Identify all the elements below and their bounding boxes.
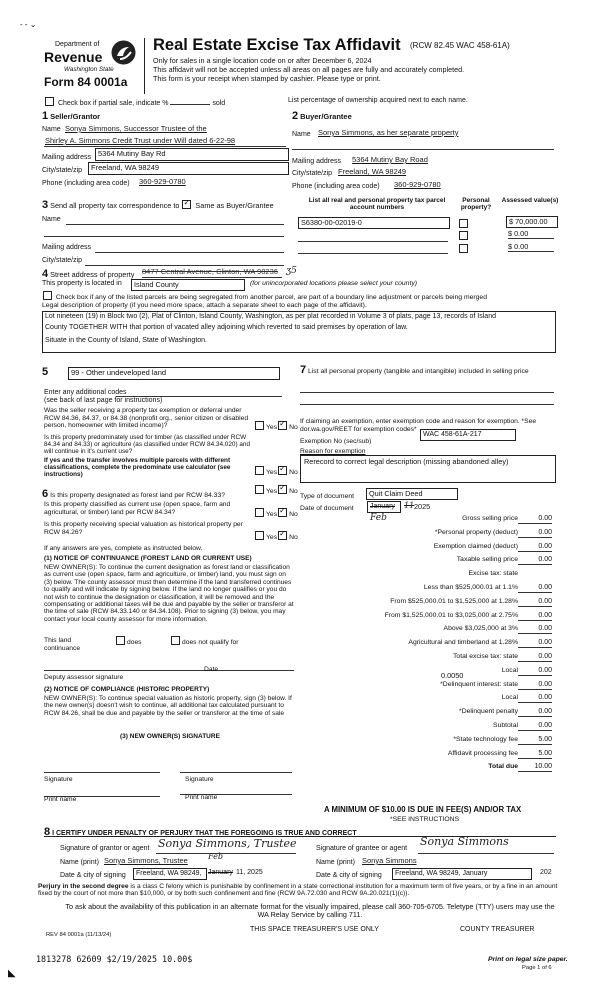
treasurer-use: THIS SPACE TREASURER'S USE ONLY [250,926,379,933]
grantee-name-field[interactable]: Sonya Simmons [362,856,417,865]
codes-note: (see back of last page for instructions) [44,397,163,404]
calc-amount[interactable]: 0.00 [518,708,552,717]
ownership-note: List percentage of ownership acquired next to each name. [288,97,468,104]
buyer-city-field[interactable]: Freeland, WA 98249 [338,167,407,176]
county-note: (for unincorporated locations please select your county) [250,280,417,287]
calc-amount[interactable]: 0.00 [518,612,552,621]
corr-city-field[interactable] [85,265,284,266]
header-divider [144,38,145,94]
calc-label: Above $3,025,000 at 3% [443,625,518,632]
grantor-sig-line [156,853,296,854]
personal-property-line-2[interactable] [300,404,554,405]
calc-label: Less than $525,000.01 at 1.1% [423,584,518,591]
perjury-note: Perjury in the second degree is a class C felony which is punishable by confinement in a state correctional institution for a maximum term of five years, or by a fine in an amount fixed by the court of not more than $10,000, or by both such confinement and fine (RCW 9A.72.030 and RCW 9A.20.021(1)(c)). [38,883,558,898]
seller-name-underline [44,146,286,147]
parcel-field-3[interactable] [298,253,448,254]
does-not-option: does not qualify for [170,636,239,647]
form-rcw: (RCW 82.45 WAC 458-61A) [410,41,510,50]
calc-label: Subtotal [493,722,518,729]
county-select[interactable]: Island County [131,279,245,291]
header-note-3: This form is your receipt when stamped by cashier. Please type or print. [153,74,381,83]
seller-mailing-label: Mailing address [42,154,92,161]
codes-label: Enter any additional codes [44,389,127,396]
doc-date-feb: Feb [370,513,387,523]
buyer-phone-label: Phone (including area code) [292,183,380,190]
calc-label: Taxable selling price [456,556,518,563]
calc-label: Gross selling price [462,515,518,522]
grantee-sig-line [418,853,554,854]
does-option: does [115,636,142,647]
grantee-date-city[interactable]: Freeland, WA 98249, January [392,868,532,880]
section-6-q3: Is this property receiving special valuation as historical property per RCW 84.26? [44,521,243,536]
corr-city-label: City/state/zip [42,257,83,264]
assessed-value-1[interactable]: $ 70,000.00 [506,216,558,228]
grantee-name-label: Name (print) [316,859,355,866]
seller-name-label: Name [42,126,61,133]
seller-mailing-field[interactable]: 5364 Mutiny Bay Rd [95,148,289,161]
assessed-value-2[interactable]: $ 0.00 [508,230,554,239]
continuance-label: continuance [44,645,81,652]
section-6-q2: Is this property classified as current use (open space, farm and agricultural, or timber) land per RCW 84.34? [44,501,231,516]
exemption-no-label: Exemption No (sec/sub) [300,438,372,445]
partial-sale-checkbox[interactable] [45,97,54,106]
personal-checkbox-3[interactable] [458,244,470,255]
calc-label: *Delinquent penalty [459,708,518,715]
accessibility-note: To ask about the availability of this publication in an alternate format for the visually impaired, please call 360-705-6705. Teletype (TTY) users may use the WA Relay Service by calling 711. [65,902,555,919]
corner-arrow-icon: ◣ [8,968,16,979]
street-underline [142,277,282,278]
buyer-city-label: City/state/zip [292,170,333,177]
form-number: Form 84 0001a [44,75,128,89]
partial-sale-label: Check box if partial sale, indicate % [57,100,169,107]
seller-exemption-question: Was the seller receiving a property tax exemption or deferral under RCW 84.36, 84.37, or 84.38 (nonprofit org., senior citizen or disabled person, homeowner with limited income)? [44,407,249,429]
calc-amount[interactable]: 0.00 [518,694,552,703]
corr-name-label: Name [42,216,61,223]
doc-date-label: Date of document [300,505,354,512]
correspondence-heading: 3 Send all property tax correspondence to ✓ Same as Buyer/Grantee [42,199,274,212]
partial-sale-row [44,97,225,108]
personal-checkbox-2[interactable] [458,231,470,242]
calc-label: From $1,525,000.01 to $3,025,000 at 2.75% [384,612,518,619]
grantor-date-label: Date & city of signing [60,872,126,879]
street-heading: 4 Street address of property [42,268,135,280]
calc-label: Total due [488,763,518,770]
exemption-text: If claiming an exemption, enter exemption code and reason for exemption. *See dor.wa.gov/REET for exemption codes* [300,418,537,433]
if-any-yes: If any answers are yes, complete as instructed below. [44,545,203,552]
section-6-q1: 6 Is this property designated as forest land per RCW 84.33? [42,488,226,500]
timber-question-b: If yes and the transfer involves multiple parcels with different classifications, complete the predominate use calculator (see instructions) [44,457,231,479]
doc-type-select[interactable]: Quit Claim Deed [366,488,458,500]
calc-label: Local [501,694,518,701]
section-7-text: 7 List all personal property (tangible and intangible) included in selling price [300,364,529,376]
calc-label: Exemption claimed (deduct) [433,543,518,550]
print-name-label-2: Print name [185,794,218,801]
grantor-date-day[interactable]: 11, 2025 [236,869,263,876]
q6-1-yes-no: Yes✓ No [254,485,298,496]
parcel-field-1[interactable]: S6380-00-02019-0 [298,217,450,229]
page-number: Page 1 of 6 [522,965,552,971]
certify-heading: 8 I CERTIFY UNDER PENALTY OF PERJURY THAT THE FOREGOING IS TRUE AND CORRECT [44,826,357,838]
notice-2-text: NEW OWNER(S): To continue special valuation as historic property, sign (3) below. If the new owner(s) doesn't wish to continue, all additional tax calculated pursuant to RCW 84.26, shall be due and payable by the seller or transferor at the time of sale [44,695,292,717]
grantor-date-month[interactable]: January [208,869,233,876]
calc-label: *State technology fee [453,736,518,743]
buyer-phone-field[interactable]: 360-929-0780 [394,180,441,189]
print-legal-note: Print on legal size paper. [488,956,568,963]
assessor-sig-label: Deputy assessor signature [44,674,124,681]
grantor-name-label: Name (print) [60,859,99,866]
personal-checkbox-1[interactable] [458,219,470,230]
local-rate: 0.0050 [441,671,464,680]
legal-description-field[interactable]: Lot nineteen (19) in Block two (2), Plat of Clinton, Island County, Washington, as per plat recorded in Volume 3 of plats, page 13, records of Island County TOGETHER WITH that portion of vacated alley adjoining which reverted to said premises by operation of law. Situate in the County of Island, State of Washington. [42,311,556,353]
segregated-row: Check box if any of the listed parcels are being segregated from another parcel, are part of a boundary line adjustment or parcels being merged [42,291,487,302]
calc-amount[interactable]: 0.00 [518,543,552,552]
buyer-mailing-label: Mailing address [292,158,342,165]
segregated-checkbox[interactable] [43,291,52,300]
see-instructions: *SEE INSTRUCTIONS [390,816,460,823]
header-note-1: Only for sales in a single location code on or after December 6, 2024 [153,56,372,65]
calc-amount[interactable]: 10.00 [518,763,552,772]
q1-yes-no: Yes✓ No [254,421,298,432]
timber-question: Is this property predominately used for timber (as classified under RCW 84.34 and 84.33) or agriculture (as classified under RCW 84.34.020) and will continue in it's current use? [44,434,251,456]
calc-label: Excise tax: state [468,570,518,577]
reason-label: Reason for exemption [300,448,366,455]
calc-amount[interactable]: 5.00 [518,736,552,745]
corr-name-field[interactable] [66,224,284,225]
grantee-date-year[interactable]: 202 [540,869,552,876]
new-owner-signature-1[interactable] [44,772,160,773]
calc-label: *Delinquent interest: state [440,681,518,688]
calc-amount[interactable]: 0.00 [518,598,552,607]
partial-percent-field[interactable] [170,104,210,105]
buyer-name-field[interactable]: Sonya Simmons, as her separate property [318,128,459,137]
calc-label: Total excise tax: state [453,653,518,660]
seller-city-field[interactable]: Freeland, WA 98249 [88,162,289,175]
personal-col-header: Personal property? [460,197,492,212]
corr-name-line2 [44,236,284,237]
dor-logo-icon [110,39,137,66]
grantee-date-label: Date & city of signing [316,872,382,879]
partial-sold-label: sold [212,100,226,107]
recording-stamp: 1813278 62609 $2/19/2025 10.00$ [36,954,193,964]
calc-amount[interactable]: 0.00 [518,625,552,634]
same-as-buyer-checkbox[interactable] [182,200,191,209]
street-hand-mark: ʒ5 [286,266,297,276]
q2-yes-no: Yes✓ No [254,466,298,477]
dept-name: Revenue [44,49,103,65]
grantor-feb-mark: Feb [208,852,223,861]
calc-amount[interactable]: 0.00 [518,556,552,565]
seller-city-label: City/state/zip [42,167,83,174]
calc-amount[interactable]: 0.00 [518,529,552,538]
calc-label: From $525,000.01 to $1,525,000 at 1.28% [390,598,518,605]
corr-mailing-field[interactable] [95,252,284,253]
buyer-name-underline [292,149,554,150]
notice-3-title: (3) NEW OWNER(S) SIGNATURE [120,733,220,740]
grantor-signature[interactable]: Sonya Simmons, Trustee [158,837,297,850]
calc-label: Agricultural and timberland at 1.28% [408,639,518,646]
buyer-name-label: Name [292,131,311,138]
header-note-2: This affidavit will not be accepted unless all areas on all pages are fully and accurately completed. [153,65,465,74]
reason-field[interactable]: Rerecord to correct legal description (missing abandoned alley) [300,455,556,483]
assessor-date-label: Date [204,666,219,673]
this-land-label: This land [44,637,72,644]
q6-3-yes-no: Yes✓ No [254,531,298,542]
street-address-struck[interactable]: 8477 Central Avenue, Clinton, WA 98236 [142,267,278,276]
land-use-select[interactable]: 99 - Other undeveloped land [68,367,280,380]
calc-amount[interactable]: 0.00 [518,584,552,593]
parcel-field-2[interactable] [298,241,448,242]
grantor-name-field[interactable]: Sonya Simmons, Trustee [104,856,188,865]
grantee-sig-label: Signature of grantee or agent [316,845,408,852]
corr-mailing-label: Mailing address [42,244,92,251]
calc-amount[interactable]: 0.00 [518,653,552,662]
dept-label: Department of [55,41,100,48]
notice-2-title: (2) NOTICE OF COMPLIANCE (HISTORIC PROPERTY) [44,686,210,693]
dept-state: Washington State [64,66,114,73]
buyer-heading: 2 Buyer/Grantee [292,110,352,122]
assessed-value-3[interactable]: $ 0.00 [508,243,554,252]
new-owner-signature-2[interactable] [180,772,292,773]
calc-amount[interactable]: 5.00 [518,750,552,759]
grantor-date-city[interactable]: Freeland, WA 98249, [133,868,207,880]
parcel-col-header: List all real and personal property tax parcel account numbers [308,197,446,212]
seller-phone-field[interactable]: 360-929-0780 [139,177,186,186]
buyer-mailing-field[interactable]: 5364 Mutiny Bay Road [352,155,428,164]
county-label: This property is located in [42,280,122,287]
notice-1-text: NEW OWNER(S): To continue the current designation as forest land or classification as current use (open space, farm and agriculture, or timber) land, you must sign on (3) below. The county assessor must then determine if the land transferred continues to qualify and will indicate by signing below. If the land no longer qualifies or you do not wish to continue the designation or classification, it will be removed and the compensating or additional taxes will be due and payable by the seller or transferor at the time of sale (RCW 84.33.140 or 84.34.108). Prior to signing (3) below, you may contact your local county assessor for more information. [44,564,294,623]
calc-amount[interactable]: 0.00 [518,722,552,731]
grantee-signature[interactable]: Sonya Simmons [420,835,509,848]
seller-phone-label: Phone (including area code) [42,180,130,187]
calc-label: *Personal property (deduct) [434,529,518,536]
assessor-signature-field[interactable] [44,670,294,671]
assessed-col-header: Assessed value(s) [501,197,559,204]
doc-date-day[interactable]: 11 [404,501,415,510]
doc-type-label: Type of document [300,493,355,500]
corner-marks: - - ⌄ [20,20,37,29]
q6-2-yes-no: Yes✓ No [254,508,298,519]
calc-amount[interactable]: 0.00 [518,681,552,690]
calc-label: Affidavit processing fee [447,750,518,757]
seller-name-line1[interactable]: Sonya Simmons, Successor Trustee of the [65,124,207,133]
calc-amount[interactable]: 0.00 [518,639,552,648]
doc-date-year[interactable]: 2025 [414,502,431,511]
personal-property-line-1[interactable] [300,392,554,393]
section-5-number: 5 [42,366,49,378]
form-title: Real Estate Excise Tax Affidavit [153,36,401,54]
calc-label: Local [501,667,518,674]
seller-heading: 1 Seller/Grantor [42,110,101,122]
revision-code: REV 84 0001a (11/13/24) [46,932,112,938]
signature-label-1: Signature [44,776,73,783]
calc-amount[interactable]: 0.00 [518,667,552,676]
signature-label-2: Signature [185,776,214,783]
notice-1-title: (1) NOTICE OF CONTINUANCE (FOREST LAND OR CURRENT USE) [44,555,252,562]
exemption-no-field[interactable]: WAC 458-61A-217 [420,429,516,441]
legal-label: Legal description of property (if you need more space, attach a separate sheet to each page of the affidavit). [42,302,367,309]
seller-name-line2[interactable]: Shirley A. Simmons Credit Trust under Will dated 6-22-98 [45,136,236,145]
county-treasurer: COUNTY TREASURER [460,926,535,933]
calc-amount[interactable]: 0.00 [518,515,552,524]
print-name-label-1: Print name [44,796,77,803]
grantor-sig-label: Signature of grantor or agent [60,845,150,852]
minimum-due-note: A MINIMUM OF $10.00 IS DUE IN FEE(S) AND/OR TAX [324,805,522,814]
doc-date-month[interactable]: January [367,501,401,513]
